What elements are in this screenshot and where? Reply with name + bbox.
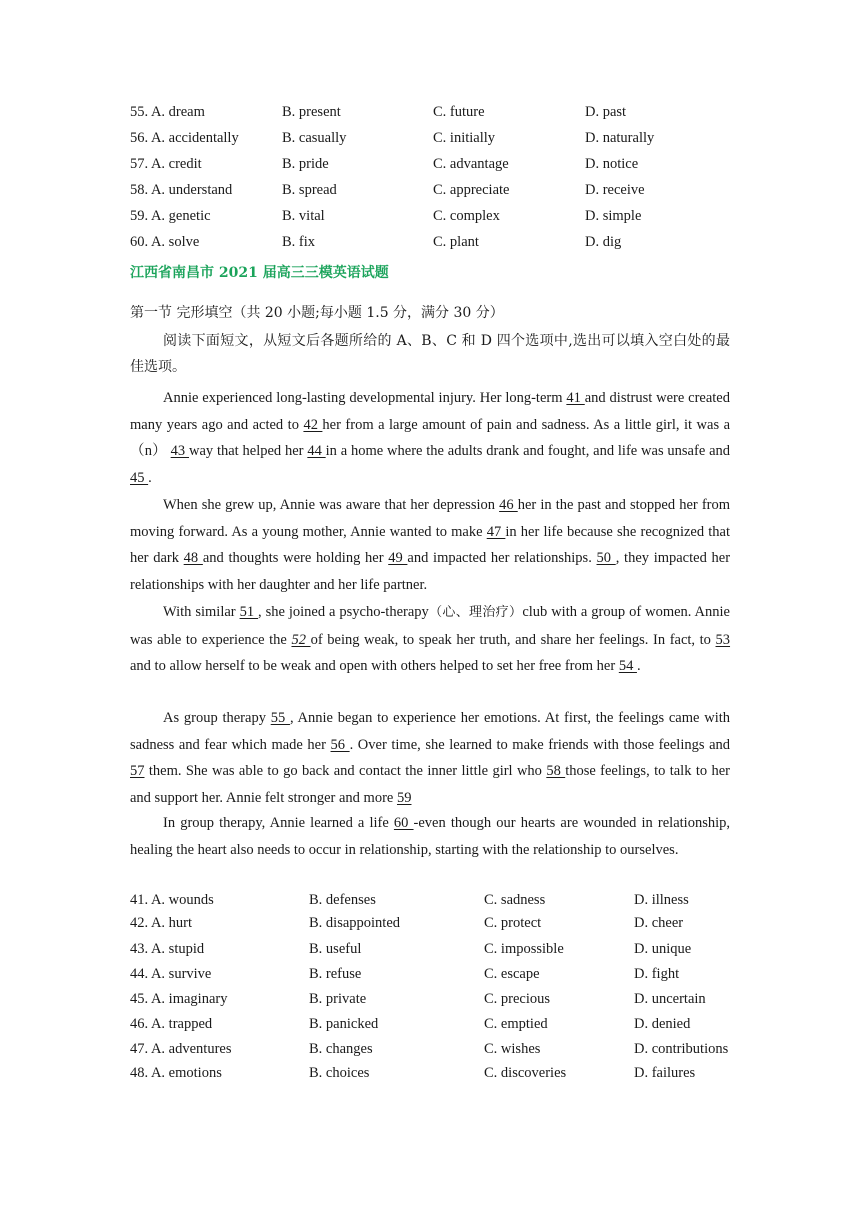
text: her from a large amount of pain and sadness. As a little girl, it was a（n） [130, 416, 731, 459]
text: -even though our hearts are wounded in relationship, healing the heart also needs to occur in relationship, starting with the relationship to ourselves. [130, 815, 730, 858]
option-d: D. notice [585, 156, 639, 172]
passage-paragraph-5 [130, 810, 730, 863]
option-a: 42. A. hurt [130, 915, 193, 931]
option-d: D. fight [634, 966, 680, 982]
text: club with a group of women. Annie was able to experience the [130, 604, 730, 648]
option-a: 44. A. survive [130, 966, 212, 982]
option-b: B. panicked [309, 1016, 379, 1032]
option-row-57 [130, 156, 750, 176]
blank-60: 60 [393, 815, 414, 831]
exam-title: 江西省南昌市 2021 届高三三模英语试题 [130, 265, 389, 281]
blank-53: 53 [715, 631, 731, 648]
option-row-44 [130, 966, 750, 986]
option-a: 55. A. dream [130, 104, 205, 120]
option-b: B. refuse [309, 966, 362, 982]
option-a: 41. A. wounds [130, 892, 214, 908]
text: and distrust were created many years ago and acted to [130, 390, 730, 433]
option-c: C. plant [433, 234, 479, 250]
option-a: 59. A. genetic [130, 208, 211, 224]
text: her in the past and stopped her from moving forward. As a young mother, Annie wanted to make [130, 497, 731, 540]
option-c: C. emptied [484, 1016, 548, 1032]
option-b: B. pride [282, 156, 329, 172]
text: and to allow herself to be weak and open with others helped to set her free from her [130, 658, 619, 674]
option-c: C. wishes [484, 1041, 541, 1057]
option-a: 47. A. adventures [130, 1041, 232, 1057]
text: As group therapy [163, 710, 271, 726]
text: of being weak, to speak her truth, and share her feelings. In fact, to [310, 631, 716, 648]
option-c: C. appreciate [433, 182, 510, 198]
option-row-41 [130, 892, 750, 912]
option-b: B. defenses [309, 892, 376, 908]
passage-paragraph-4 [130, 705, 730, 811]
blank-47: 47 [486, 523, 506, 540]
option-d: D. uncertain [634, 991, 706, 1007]
option-d: D. denied [634, 1016, 691, 1032]
blank-59: 59 [396, 789, 412, 806]
directions: 阅读下面短文，从短文后各题所给的 A、B、C 和 D 四个选项中,选出可以填入空白处的最佳选项。 [130, 333, 730, 375]
text: and impacted her relationships. [407, 550, 597, 566]
option-c: C. complex [433, 208, 500, 224]
option-c: C. sadness [484, 892, 546, 908]
option-a: 57. A. credit [130, 156, 202, 172]
option-row-45 [130, 991, 750, 1011]
option-d: D. failures [634, 1065, 696, 1081]
section-heading: 第一节 完形填空（共 20 小题;每小题 1.5 分，满分 30 分） [130, 305, 504, 321]
option-row-60 [130, 234, 750, 254]
option-d: D. receive [585, 182, 645, 198]
blank-43: 43 [170, 443, 189, 459]
option-a: 48. A. emotions [130, 1065, 222, 1081]
blank-52: 52 [291, 631, 311, 648]
option-c: C. initially [433, 130, 496, 146]
option-row-46 [130, 1016, 750, 1036]
text: , she joined a psycho-therapy [258, 604, 429, 620]
option-a: 43. A. stupid [130, 941, 205, 957]
text: in her life because she recognized that her dark [130, 523, 730, 566]
blank-42: 42 [303, 416, 323, 433]
option-c: C. advantage [433, 156, 509, 172]
option-d: D. illness [634, 892, 689, 908]
blank-50: 50 [596, 550, 616, 566]
chinese-gloss: （心、理治疗） [428, 605, 523, 620]
option-c: C. discoveries [484, 1065, 567, 1081]
option-row-58 [130, 182, 750, 202]
text: When she grew up, Annie was aware that her depression [163, 497, 500, 513]
text: In group therapy, Annie learned a life [163, 815, 394, 831]
option-a: 58. A. understand [130, 182, 233, 198]
blank-48: 48 [183, 550, 203, 566]
option-row-59 [130, 208, 750, 228]
blank-41: 41 [566, 390, 585, 406]
option-b: B. choices [309, 1065, 370, 1081]
text: . [148, 469, 152, 486]
blank-46: 46 [499, 497, 518, 513]
blank-56: 56 [330, 736, 350, 753]
option-d: D. unique [634, 941, 692, 957]
text: . [636, 658, 641, 674]
option-c: C. precious [484, 991, 551, 1007]
option-d: D. dig [585, 234, 622, 250]
option-b: B. disappointed [309, 915, 401, 931]
option-b: B. private [309, 991, 367, 1007]
blank-57: 57 [130, 763, 145, 779]
option-b: B. useful [309, 941, 362, 957]
text: With similar [163, 604, 240, 620]
option-b: B. changes [309, 1041, 373, 1057]
blank-44: 44 [307, 443, 326, 459]
text: those feelings, to talk to her and support her. Annie felt stronger and more [130, 763, 730, 806]
option-b: B. present [282, 104, 341, 120]
option-row-48 [130, 1065, 750, 1085]
blank-54: 54 [618, 658, 637, 674]
blank-58: 58 [546, 763, 566, 779]
option-a: 45. A. imaginary [130, 991, 228, 1007]
option-b: B. casually [282, 130, 347, 146]
option-row-56 [130, 130, 750, 150]
text: in a home where the adults drank and fought, and life was unsafe and [325, 443, 731, 459]
passage-paragraph-1 [130, 385, 730, 491]
option-c: C. escape [484, 966, 540, 982]
option-c: C. impossible [484, 941, 564, 957]
option-row-42 [130, 915, 750, 935]
option-c: C. future [433, 104, 485, 120]
text: , they impacted her relationships with her daughter and her life partner. [130, 550, 731, 593]
option-row-43 [130, 941, 750, 961]
passage-paragraph-2 [130, 492, 730, 598]
text: . Over time, she learned to make friends with those feelings and [349, 736, 731, 753]
option-row-55 [130, 104, 750, 124]
option-d: D. cheer [634, 915, 684, 931]
option-c: C. protect [484, 915, 542, 931]
passage-paragraph-3 [130, 599, 730, 680]
text: , Annie began to experience her emotions. At first, the feelings came with sadness and fear which made her [130, 710, 730, 753]
option-b: B. fix [282, 234, 316, 250]
blank-49: 49 [388, 550, 408, 566]
blank-55: 55 [270, 710, 290, 726]
option-a: 46. A. trapped [130, 1016, 213, 1032]
option-b: B. vital [282, 208, 325, 224]
option-a: 60. A. solve [130, 234, 200, 250]
option-d: D. contributions [634, 1041, 729, 1057]
option-d: D. simple [585, 208, 642, 224]
option-row-47 [130, 1041, 750, 1061]
text: Annie experienced long-lasting developmental injury. Her long-term [163, 390, 567, 406]
option-d: D. past [585, 104, 627, 120]
text: and thoughts were holding her [202, 550, 389, 566]
option-d: D. naturally [585, 130, 655, 146]
option-a: 56. A. accidentally [130, 130, 239, 146]
blank-45: 45 [130, 469, 149, 486]
blank-51: 51 [239, 604, 259, 620]
text: way that helped her [188, 443, 308, 459]
option-b: B. spread [282, 182, 337, 198]
text: them. She was able to go back and contact the inner little girl who [144, 763, 547, 779]
